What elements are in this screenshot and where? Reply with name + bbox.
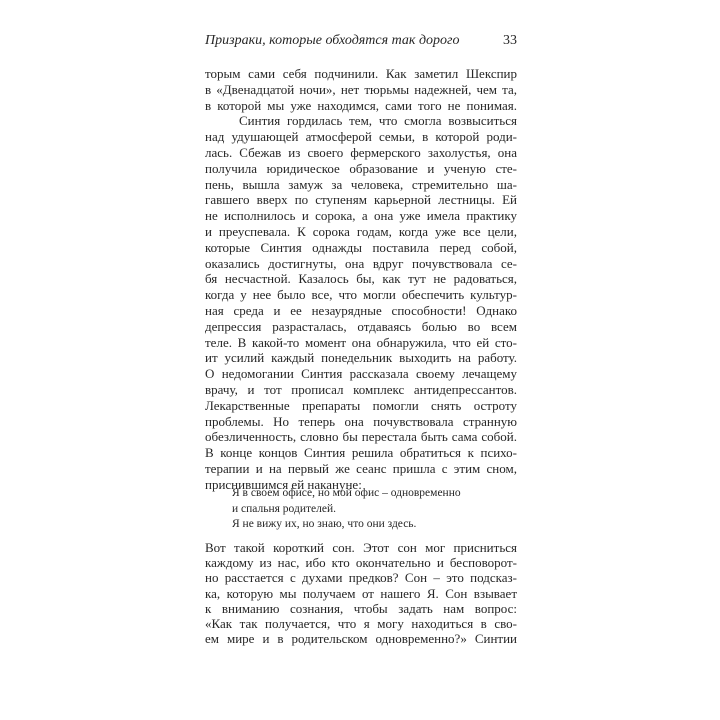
text-line: каждому из нас, ибо кто окончательно и бесповорот- (205, 555, 517, 571)
text-line: гавшего вверх по ступеням карьерной лестницы. Ей (205, 192, 517, 208)
body-text-continued (205, 540, 517, 646)
text-line: над удушающей атмосферой семьи, в которой роди- (205, 129, 517, 145)
text-line: лась. Сбежав из своего фермерского захолустья, она (205, 144, 517, 160)
text-line: к вниманию сознания, чтобы задать нам вопрос: (205, 600, 517, 616)
text-line: которые Синтия однажды поставила перед собой, (205, 239, 517, 255)
text-line: когда у нее было все, что могли обеспечить культур- (205, 287, 517, 303)
text-line: О недомогании Синтия рассказала своему лечащему (205, 366, 517, 382)
quote-line: и спальня родителей. (232, 502, 336, 515)
text-line: Вот такой короткий сон. Этот сон мог присниться (205, 540, 517, 555)
text-line: Лекарственные препараты помогли снять остроту (205, 397, 517, 413)
text-line: Синтия гордилась тем, что смогла возвыситься (239, 113, 517, 129)
text-line: и преуспевала. К сорока годам, когда уже все цели, (205, 223, 517, 239)
text-line: депрессия разрасталась, отдаваясь болью во всем (205, 318, 517, 334)
text-line: но расстается с духами предков? Сон – это подсказ- (205, 570, 517, 586)
text-line: теле. В какой-то момент она обнаружила, что ей сто- (205, 334, 517, 350)
text-line: в которой мы уже находимся, сами того не понимая. (205, 97, 517, 113)
text-line: обезличенность, словно бы перестала быть сама собой. (205, 429, 517, 445)
page-header (205, 32, 517, 52)
body-text (205, 66, 517, 493)
text-line: терапии и на первый же сеанс пришла с этим сном, (205, 460, 517, 476)
text-line: приснившимся ей накануне: (205, 476, 362, 492)
text-line: ная среда и ее незаурядные способности! Однако (205, 302, 517, 318)
page-number: 33 (503, 33, 517, 48)
quote-line: Я в своем офисе, но мой офис – одновременно (232, 487, 461, 499)
running-title: Призраки, которые обходятся так дорого (205, 33, 460, 48)
text-line: врачу, и тот прописал комплекс антидепрессантов. (205, 381, 517, 397)
text-line: бя несчастной. Казалось бы, как тут не радоваться, (205, 271, 517, 287)
dream-quote (232, 486, 517, 533)
text-line: не исполнилось и сорока, а она уже имела практику (205, 208, 517, 224)
text-line: ит усилий каждый понедельник выходить на работу. (205, 350, 517, 366)
quote-line: Я не вижу их, но знаю, что они здесь. (232, 518, 417, 530)
text-line: пень, вышла замуж за человека, стремительно ша- (205, 176, 517, 192)
text-line: торым сами себя подчинили. Как заметил Шекспир (205, 66, 517, 81)
text-line: получила юридическое образование и ученую сте- (205, 160, 517, 176)
text-line: «Как так получается, что я могу находиться в сво- (205, 615, 517, 631)
text-line: оказались достигнуты, она вдруг почувствовала се- (205, 255, 517, 271)
text-line: В конце концов Синтия решила обратиться к психо- (205, 445, 517, 461)
text-line: в «Двенадцатой ночи», нет тюрьмы надежней, чем та, (205, 81, 517, 97)
text-line: ем мире и в родительском одновременно?» Синтии (205, 631, 517, 647)
text-line: проблемы. Но теперь она почувствовала странную (205, 413, 517, 429)
text-line: ка, которую мы получаем от нашего Я. Сон взывает (205, 585, 517, 601)
